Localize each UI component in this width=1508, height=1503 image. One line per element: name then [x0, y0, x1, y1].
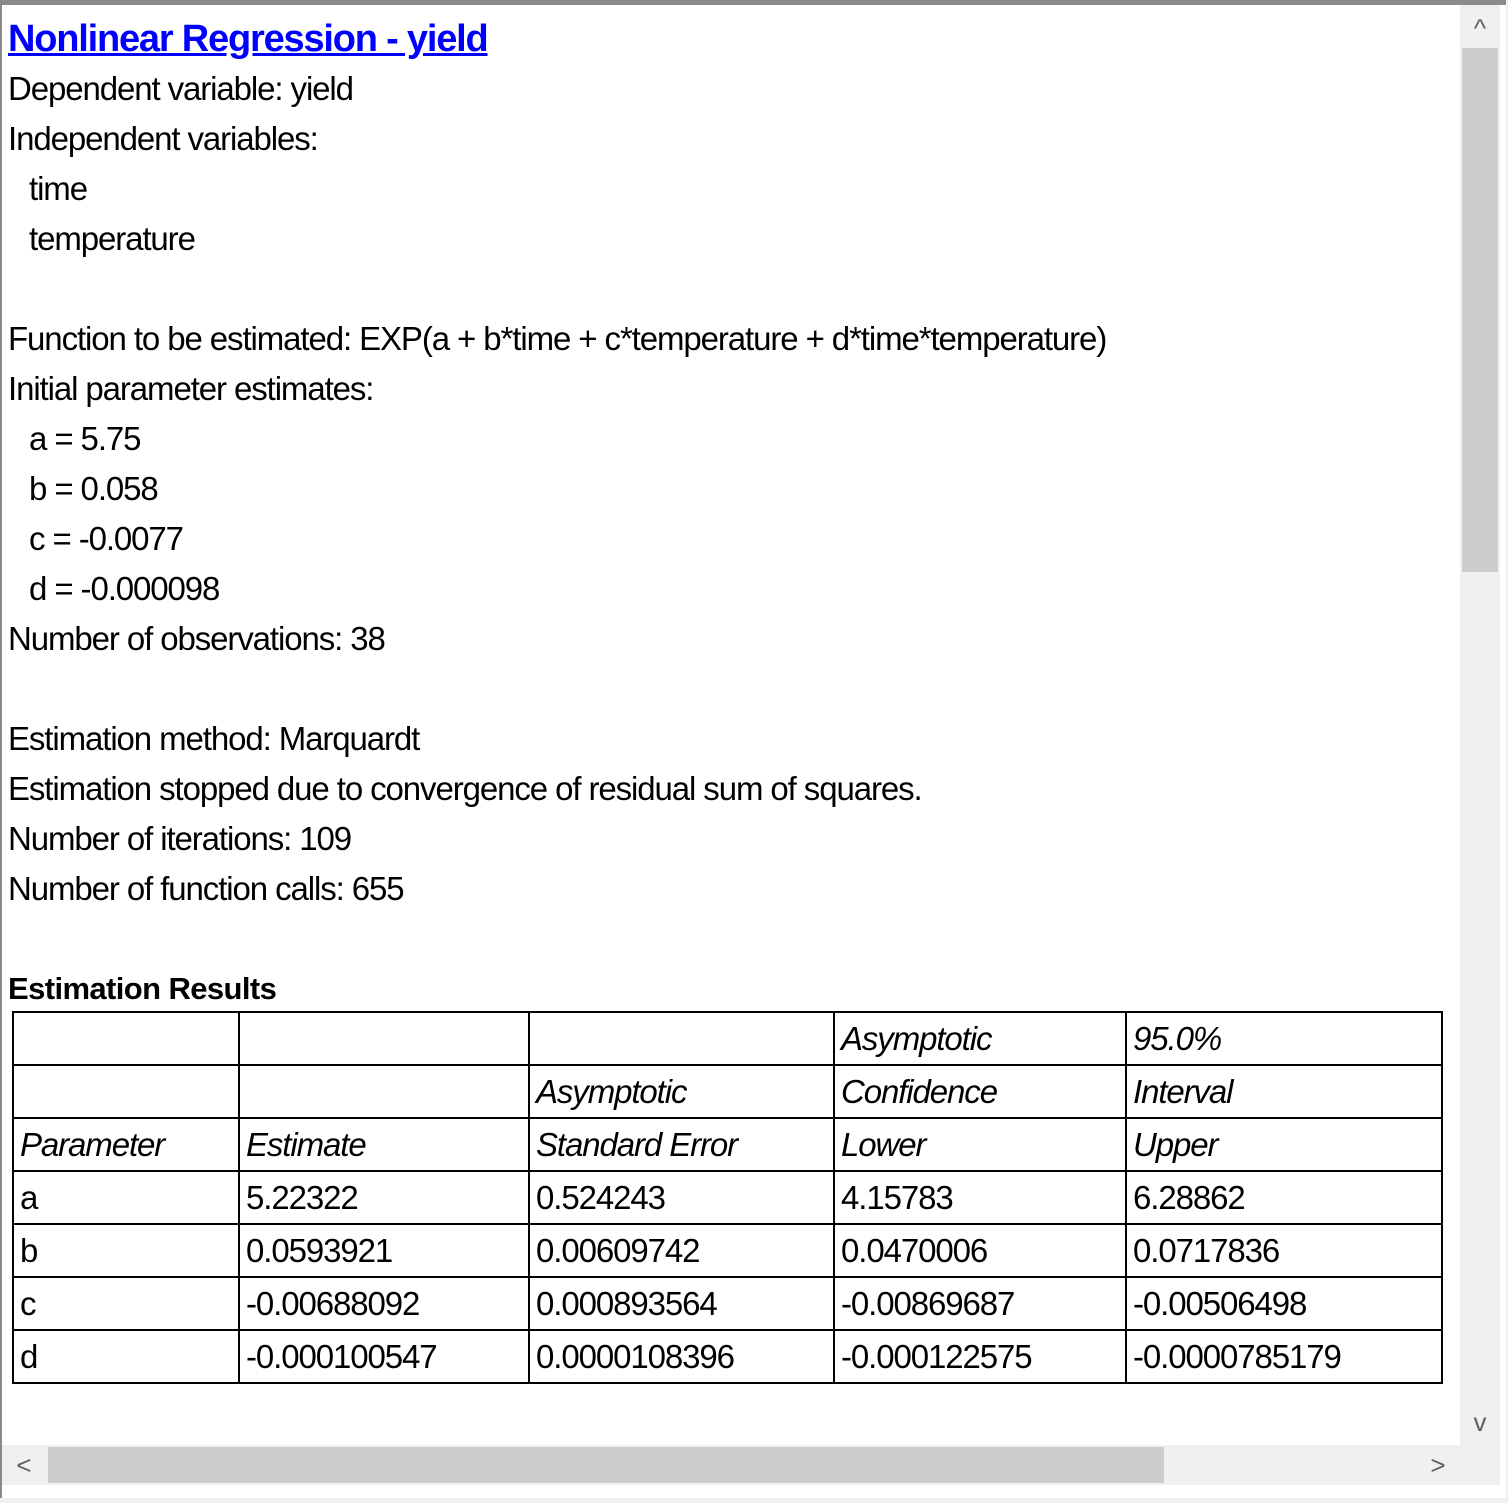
- header-cell: [13, 1012, 239, 1065]
- table-row: [13, 1171, 1442, 1224]
- initial-estimates-label: Initial parameter estimates:: [8, 370, 374, 407]
- independent-variable: time: [29, 170, 87, 207]
- scroll-right-icon[interactable]: >: [1430, 1450, 1446, 1480]
- results-heading: Estimation Results: [8, 971, 277, 1006]
- header-cell: Interval: [1126, 1065, 1442, 1118]
- table-header-row: [13, 1065, 1442, 1118]
- table-cell: -0.00688092: [239, 1277, 529, 1330]
- table-cell: -0.000122575: [834, 1330, 1126, 1383]
- scroll-left-icon[interactable]: <: [16, 1450, 32, 1480]
- table-cell: 0.000893564: [529, 1277, 834, 1330]
- independent-variable: temperature: [29, 220, 195, 257]
- header-cell: [239, 1065, 529, 1118]
- table-cell: -0.00506498: [1126, 1277, 1442, 1330]
- report-title-link[interactable]: Nonlinear Regression - yield: [8, 18, 488, 60]
- stop-reason: Estimation stopped due to convergence of residual sum of squares.: [8, 770, 922, 807]
- table-cell: 0.0593921: [239, 1224, 529, 1277]
- table-cell: 4.15783: [834, 1171, 1126, 1224]
- table-cell: -0.00869687: [834, 1277, 1126, 1330]
- table-row: [13, 1277, 1442, 1330]
- vertical-scrollbar-thumb[interactable]: [1462, 48, 1498, 572]
- independent-variables-label: Independent variables:: [8, 120, 318, 157]
- header-cell: Asymptotic: [529, 1065, 834, 1118]
- header-cell: [13, 1065, 239, 1118]
- table-cell: 0.524243: [529, 1171, 834, 1224]
- table-cell: 6.28862: [1126, 1171, 1442, 1224]
- table-cell: 0.0000108396: [529, 1330, 834, 1383]
- iterations-count: Number of iterations: 109: [8, 820, 352, 857]
- initial-estimate: a = 5.75: [29, 420, 141, 457]
- header-cell: Parameter: [13, 1118, 239, 1171]
- dependent-variable: Dependent variable: yield: [8, 70, 353, 107]
- table-cell: 0.00609742: [529, 1224, 834, 1277]
- header-cell: Estimate: [239, 1118, 529, 1171]
- header-cell: Confidence: [834, 1065, 1126, 1118]
- header-cell: 95.0%: [1126, 1012, 1442, 1065]
- header-cell: Asymptotic: [834, 1012, 1126, 1065]
- horizontal-scrollbar-thumb[interactable]: [48, 1447, 1164, 1483]
- estimation-results-table: [12, 1011, 1443, 1384]
- output-pane: [2, 5, 1460, 1445]
- table-header-row: [13, 1118, 1442, 1171]
- header-cell: Standard Error: [529, 1118, 834, 1171]
- header-cell: Upper: [1126, 1118, 1442, 1171]
- observations-count: Number of observations: 38: [8, 620, 385, 657]
- initial-estimate: b = 0.058: [29, 470, 158, 507]
- header-cell: [239, 1012, 529, 1065]
- table-cell: 0.0470006: [834, 1224, 1126, 1277]
- table-cell: -0.000100547: [239, 1330, 529, 1383]
- scroll-up-icon[interactable]: ^: [1473, 13, 1487, 43]
- table-cell: b: [13, 1224, 239, 1277]
- table-header-row: [13, 1012, 1442, 1065]
- function-text: Function to be estimated: EXP(a + b*time + c*temperature + d*time*temperature): [8, 320, 1107, 357]
- function-calls-count: Number of function calls: 655: [8, 870, 404, 907]
- header-cell: [529, 1012, 834, 1065]
- table-cell: a: [13, 1171, 239, 1224]
- initial-estimate: d = -0.000098: [29, 570, 220, 607]
- table-row: [13, 1224, 1442, 1277]
- table-cell: -0.0000785179: [1126, 1330, 1442, 1383]
- estimation-method: Estimation method: Marquardt: [8, 720, 420, 757]
- initial-estimate: c = -0.0077: [29, 520, 183, 557]
- table-cell: 5.22322: [239, 1171, 529, 1224]
- header-cell: Lower: [834, 1118, 1126, 1171]
- scroll-down-icon[interactable]: v: [1473, 1407, 1487, 1437]
- table-row: [13, 1330, 1442, 1383]
- table-cell: 0.0717836: [1126, 1224, 1442, 1277]
- table-cell: d: [13, 1330, 239, 1383]
- table-cell: c: [13, 1277, 239, 1330]
